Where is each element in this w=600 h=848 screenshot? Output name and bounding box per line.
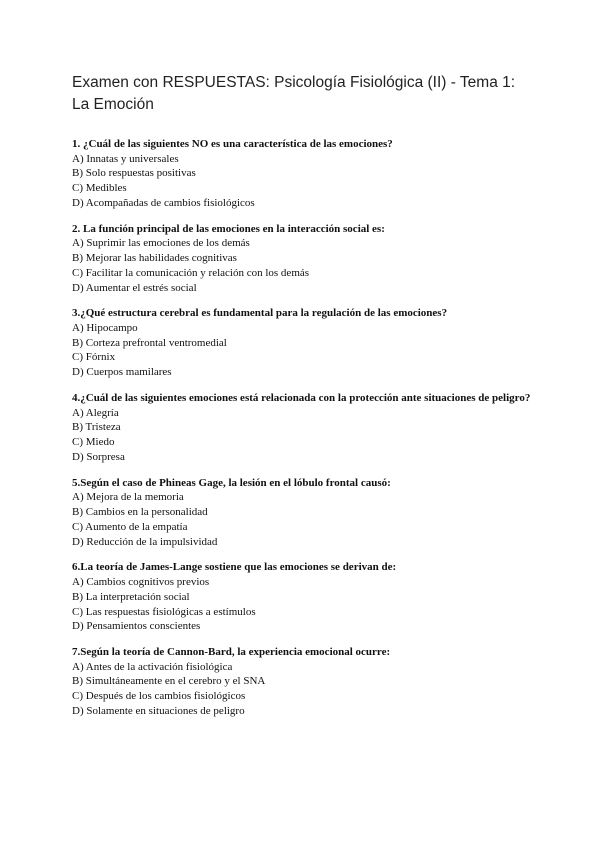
option-d: D) Sorpresa [72,450,125,463]
option-a: A) Alegría [72,406,119,419]
question-text: 4.¿Cuál de las siguientes emociones está relacionada con la protección ante situaciones de peligro? [72,392,531,405]
option-c: C) Aumento de la empatía [72,520,188,533]
question-text: 3.¿Qué estructura cerebral es fundamental para la regulación de las emociones? [72,307,448,320]
option-b: B) Mejorar las habilidades cognitivas [72,251,237,264]
option-d: D) Pensamientos conscientes [72,620,201,633]
option-c: C) Después de los cambios fisiológicos [72,690,246,703]
option-a: A) Innatas y universales [72,152,179,165]
option-d: D) Aumentar el estrés social [72,281,197,294]
option-a: A) Mejora de la memoria [72,491,184,504]
option-b: B) La interpretación social [72,590,190,603]
option-c: C) Las respuestas fisiológicas a estímulos [72,605,256,618]
option-c: C) Medibles [72,182,127,195]
option-a: A) Cambios cognitivos previos [72,575,210,588]
question-7 [72,645,532,719]
question-list [72,137,532,730]
option-b: B) Simultáneamente en el cerebro y el SNA [72,675,266,688]
option-b: B) Solo respuestas positivas [72,167,196,180]
question-5 [72,476,532,550]
option-d: D) Reducción de la impulsividad [72,535,218,548]
question-text: 2. La función principal de las emociones en la interacción social es: [72,222,385,235]
option-b: B) Cambios en la personalidad [72,506,208,519]
question-2 [72,222,532,296]
question-4 [72,391,532,465]
option-a: A) Antes de la activación fisiológica [72,660,233,673]
page-title: Examen con RESPUESTAS: Psicología Fisiológica (II) - Tema 1: La Emoción [72,74,516,113]
option-b: B) Tristeza [72,421,121,434]
option-a: A) Suprimir las emociones de los demás [72,237,250,250]
question-text: 5.Según el caso de Phineas Gage, la lesión en el lóbulo frontal causó: [72,476,391,489]
option-b: B) Corteza prefrontal ventromedial [72,336,227,349]
question-text: 6.La teoría de James-Lange sostiene que las emociones se derivan de: [72,561,397,574]
question-text: 1. ¿Cuál de las siguientes NO es una característica de las emociones? [72,138,393,150]
option-c: C) Facilitar la comunicación y relación con los demás [72,266,310,279]
option-d: D) Cuerpos mamilares [72,366,172,379]
option-d: D) Acompañadas de cambios fisiológicos [72,196,255,209]
question-text: 7.Según la teoría de Cannon-Bard, la experiencia emocional ocurre: [72,646,391,659]
question-6 [72,560,532,634]
question-3 [72,306,532,380]
option-d: D) Solamente en situaciones de peligro [72,705,245,718]
question-1 [72,137,532,211]
option-c: C) Fórnix [72,351,116,364]
option-c: C) Miedo [72,436,115,449]
option-a: A) Hipocampo [72,321,138,334]
